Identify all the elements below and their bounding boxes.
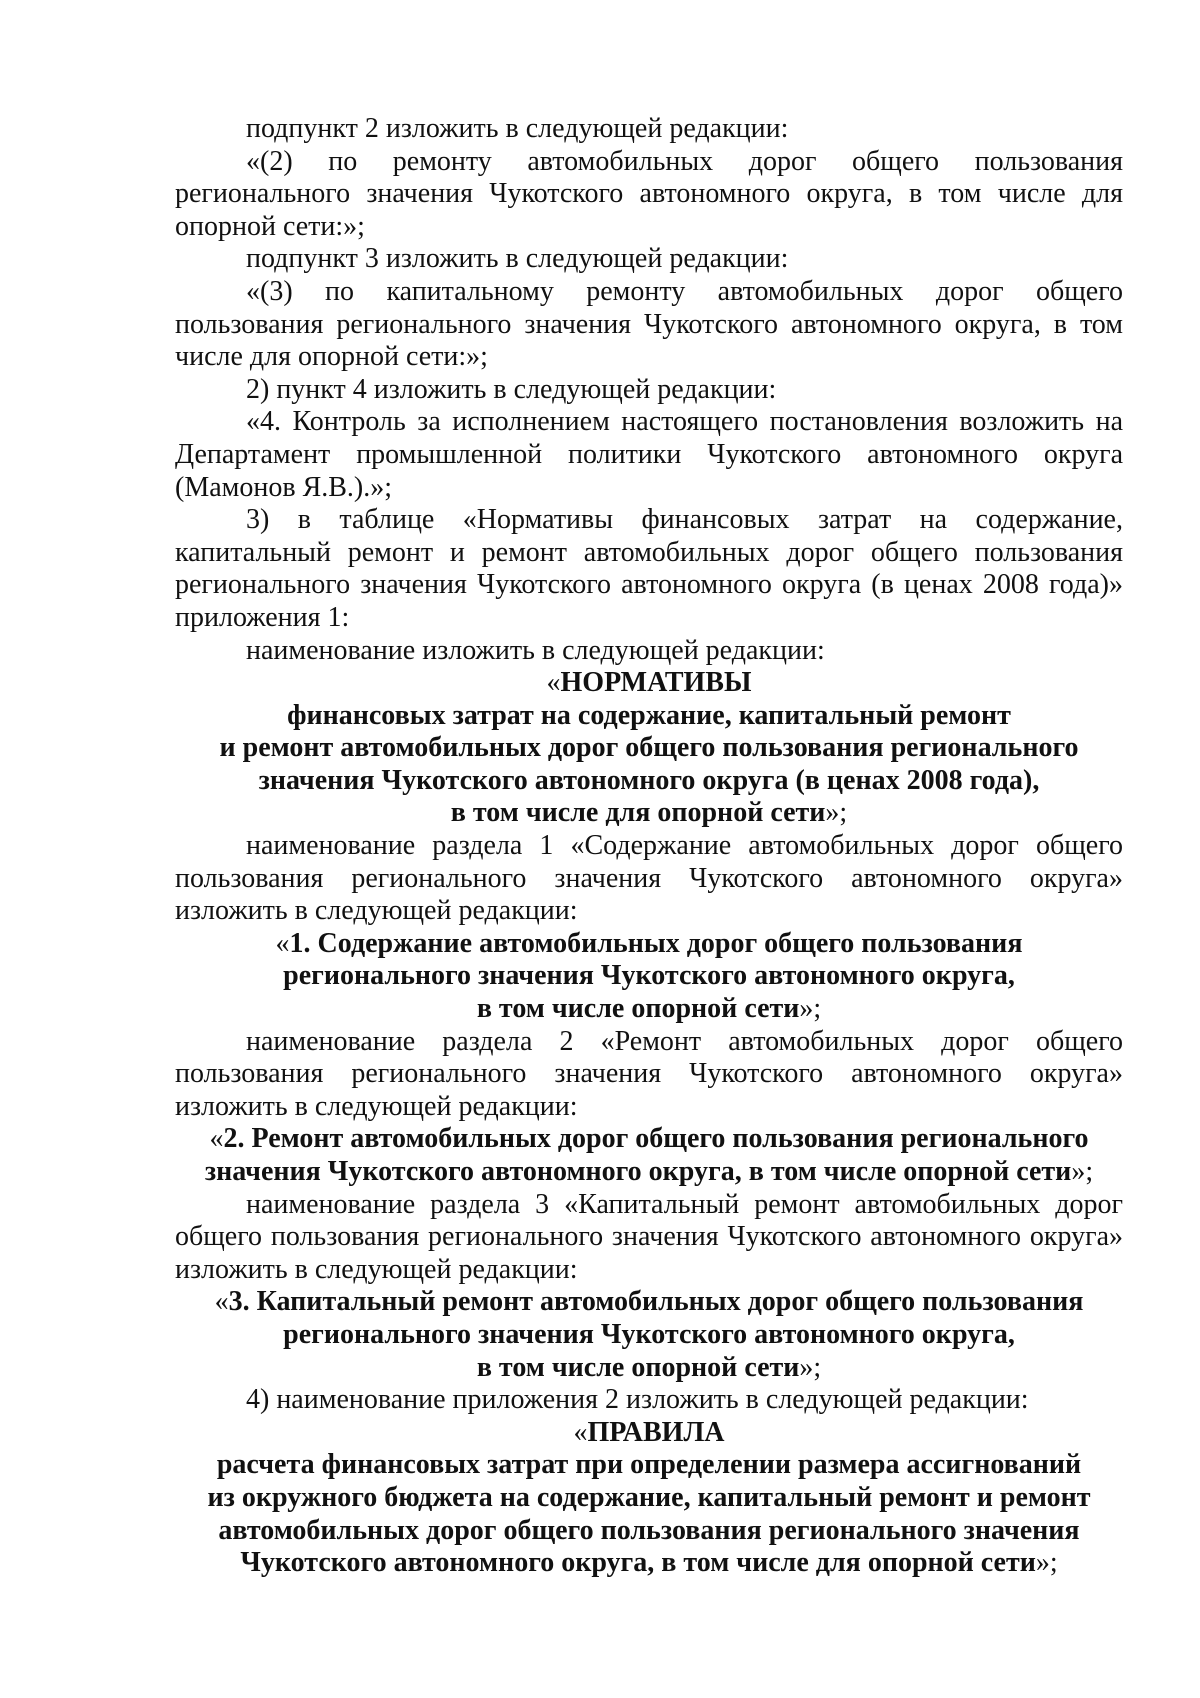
paragraph: наименование изложить в следующей редакции: [246,634,825,666]
heading-line: регионального значения Чукотского автономного округа, [283,1318,1015,1350]
open-quote: « [546,667,561,699]
heading-line: финансовых затрат на содержание, капитальный ремонт [287,699,1011,731]
heading-line [175,928,1123,961]
heading-section-1 [175,928,1123,1026]
paragraph: «4. Контроль за исполнением настоящего постановления возложить на Департамент промышленной политики Чукотского автономного округа (Мамонов Я.В.).»; [175,406,1123,503]
heading-line [175,1156,1123,1189]
heading-line [175,1286,1123,1319]
paragraph: 4) наименование приложения 2 изложить в следующей редакции: [246,1384,1029,1416]
paragraph: 3) в таблице «Нормативы финансовых затрат на содержание, капитальный ремонт и ремонт автомобильных дорог общего пользования регионального значения Чукотского автономного округа (в ценах 2008 года)» приложения 1: [175,504,1123,633]
heading-text: Чукотского автономного округа, в том числе для опорной сети [240,1547,1036,1579]
heading-text: значения Чукотского автономного округа, в том числе опорной сети [204,1156,1072,1187]
close-quote: »; [1035,1547,1058,1579]
heading-line [175,993,1123,1026]
close-quote: »; [1071,1156,1094,1187]
paragraph: наименование раздела 1 «Содержание автомобильных дорог общего пользования регионального значения Чукотского автономного округа» изложить в следующей редакции: [175,830,1123,927]
heading-text: НОРМАТИВЫ [560,667,752,699]
heading-line [175,1417,1123,1450]
heading-text: в том числе опорной сети [476,1351,800,1383]
close-quote: »; [825,797,848,829]
heading-section-2 [175,1123,1123,1188]
open-quote: « [209,1123,224,1155]
heading-line [175,797,1123,830]
paragraph: наименование раздела 3 «Капитальный ремонт автомобильных дорог общего пользования регионального значения Чукотского автономного округа» изложить в следующей редакции: [175,1188,1123,1285]
heading-section-3 [175,1286,1123,1384]
heading-text: 2. Ремонт автомобильных дорог общего пользования регионального [223,1123,1089,1155]
heading-line: расчета финансовых затрат при определении размера ассигнований [216,1449,1082,1481]
heading-text: в том числе для опорной сети [450,797,826,829]
paragraph: «(3) по капитальному ремонту автомобильных дорог общего пользования регионального значения Чукотского автономного округа, в том числе для опорной сети:»; [175,275,1123,373]
heading-normativy [175,667,1123,830]
heading-line [175,667,1123,700]
heading-line: из окружного бюджета на содержание, капитальный ремонт и ремонт [207,1481,1091,1513]
open-quote: « [573,1416,588,1448]
heading-text: 3. Капитальный ремонт автомобильных дорог общего пользования [228,1286,1084,1318]
paragraph: наименование раздела 2 «Ремонт автомобильных дорог общего пользования регионального значения Чукотского автономного округа» изложить в следующей редакции: [175,1025,1123,1122]
heading-line: и ремонт автомобильных дорог общего пользования регионального [219,732,1079,764]
open-quote: « [275,927,290,959]
heading-line: значения Чукотского автономного округа (в ценах 2008 года), [258,764,1040,796]
close-quote: »; [799,1351,822,1383]
heading-line [175,1123,1123,1156]
heading-text: ПРАВИЛА [587,1416,725,1448]
open-quote: « [214,1286,229,1318]
close-quote: »; [799,993,822,1025]
paragraph: подпункт 3 изложить в следующей редакции: [246,243,789,275]
paragraph: «(2) по ремонту автомобильных дорог общего пользования регионального значения Чукотского автономного округа, в том числе для опорной сети:»; [175,145,1123,242]
heading-text: в том числе опорной сети [476,993,800,1025]
paragraph: подпункт 2 изложить в следующей редакции: [246,113,789,144]
heading-line [175,1352,1123,1385]
document-page [175,113,1123,1580]
heading-line [175,1547,1123,1580]
paragraph: 2) пункт 4 изложить в следующей редакции: [246,373,777,405]
heading-pravila [175,1417,1123,1580]
heading-line: регионального значения Чукотского автономного округа, [283,960,1015,992]
heading-line: автомобильных дорог общего пользования регионального значения [218,1514,1080,1546]
heading-text: 1. Содержание автомобильных дорог общего пользования [289,927,1023,959]
